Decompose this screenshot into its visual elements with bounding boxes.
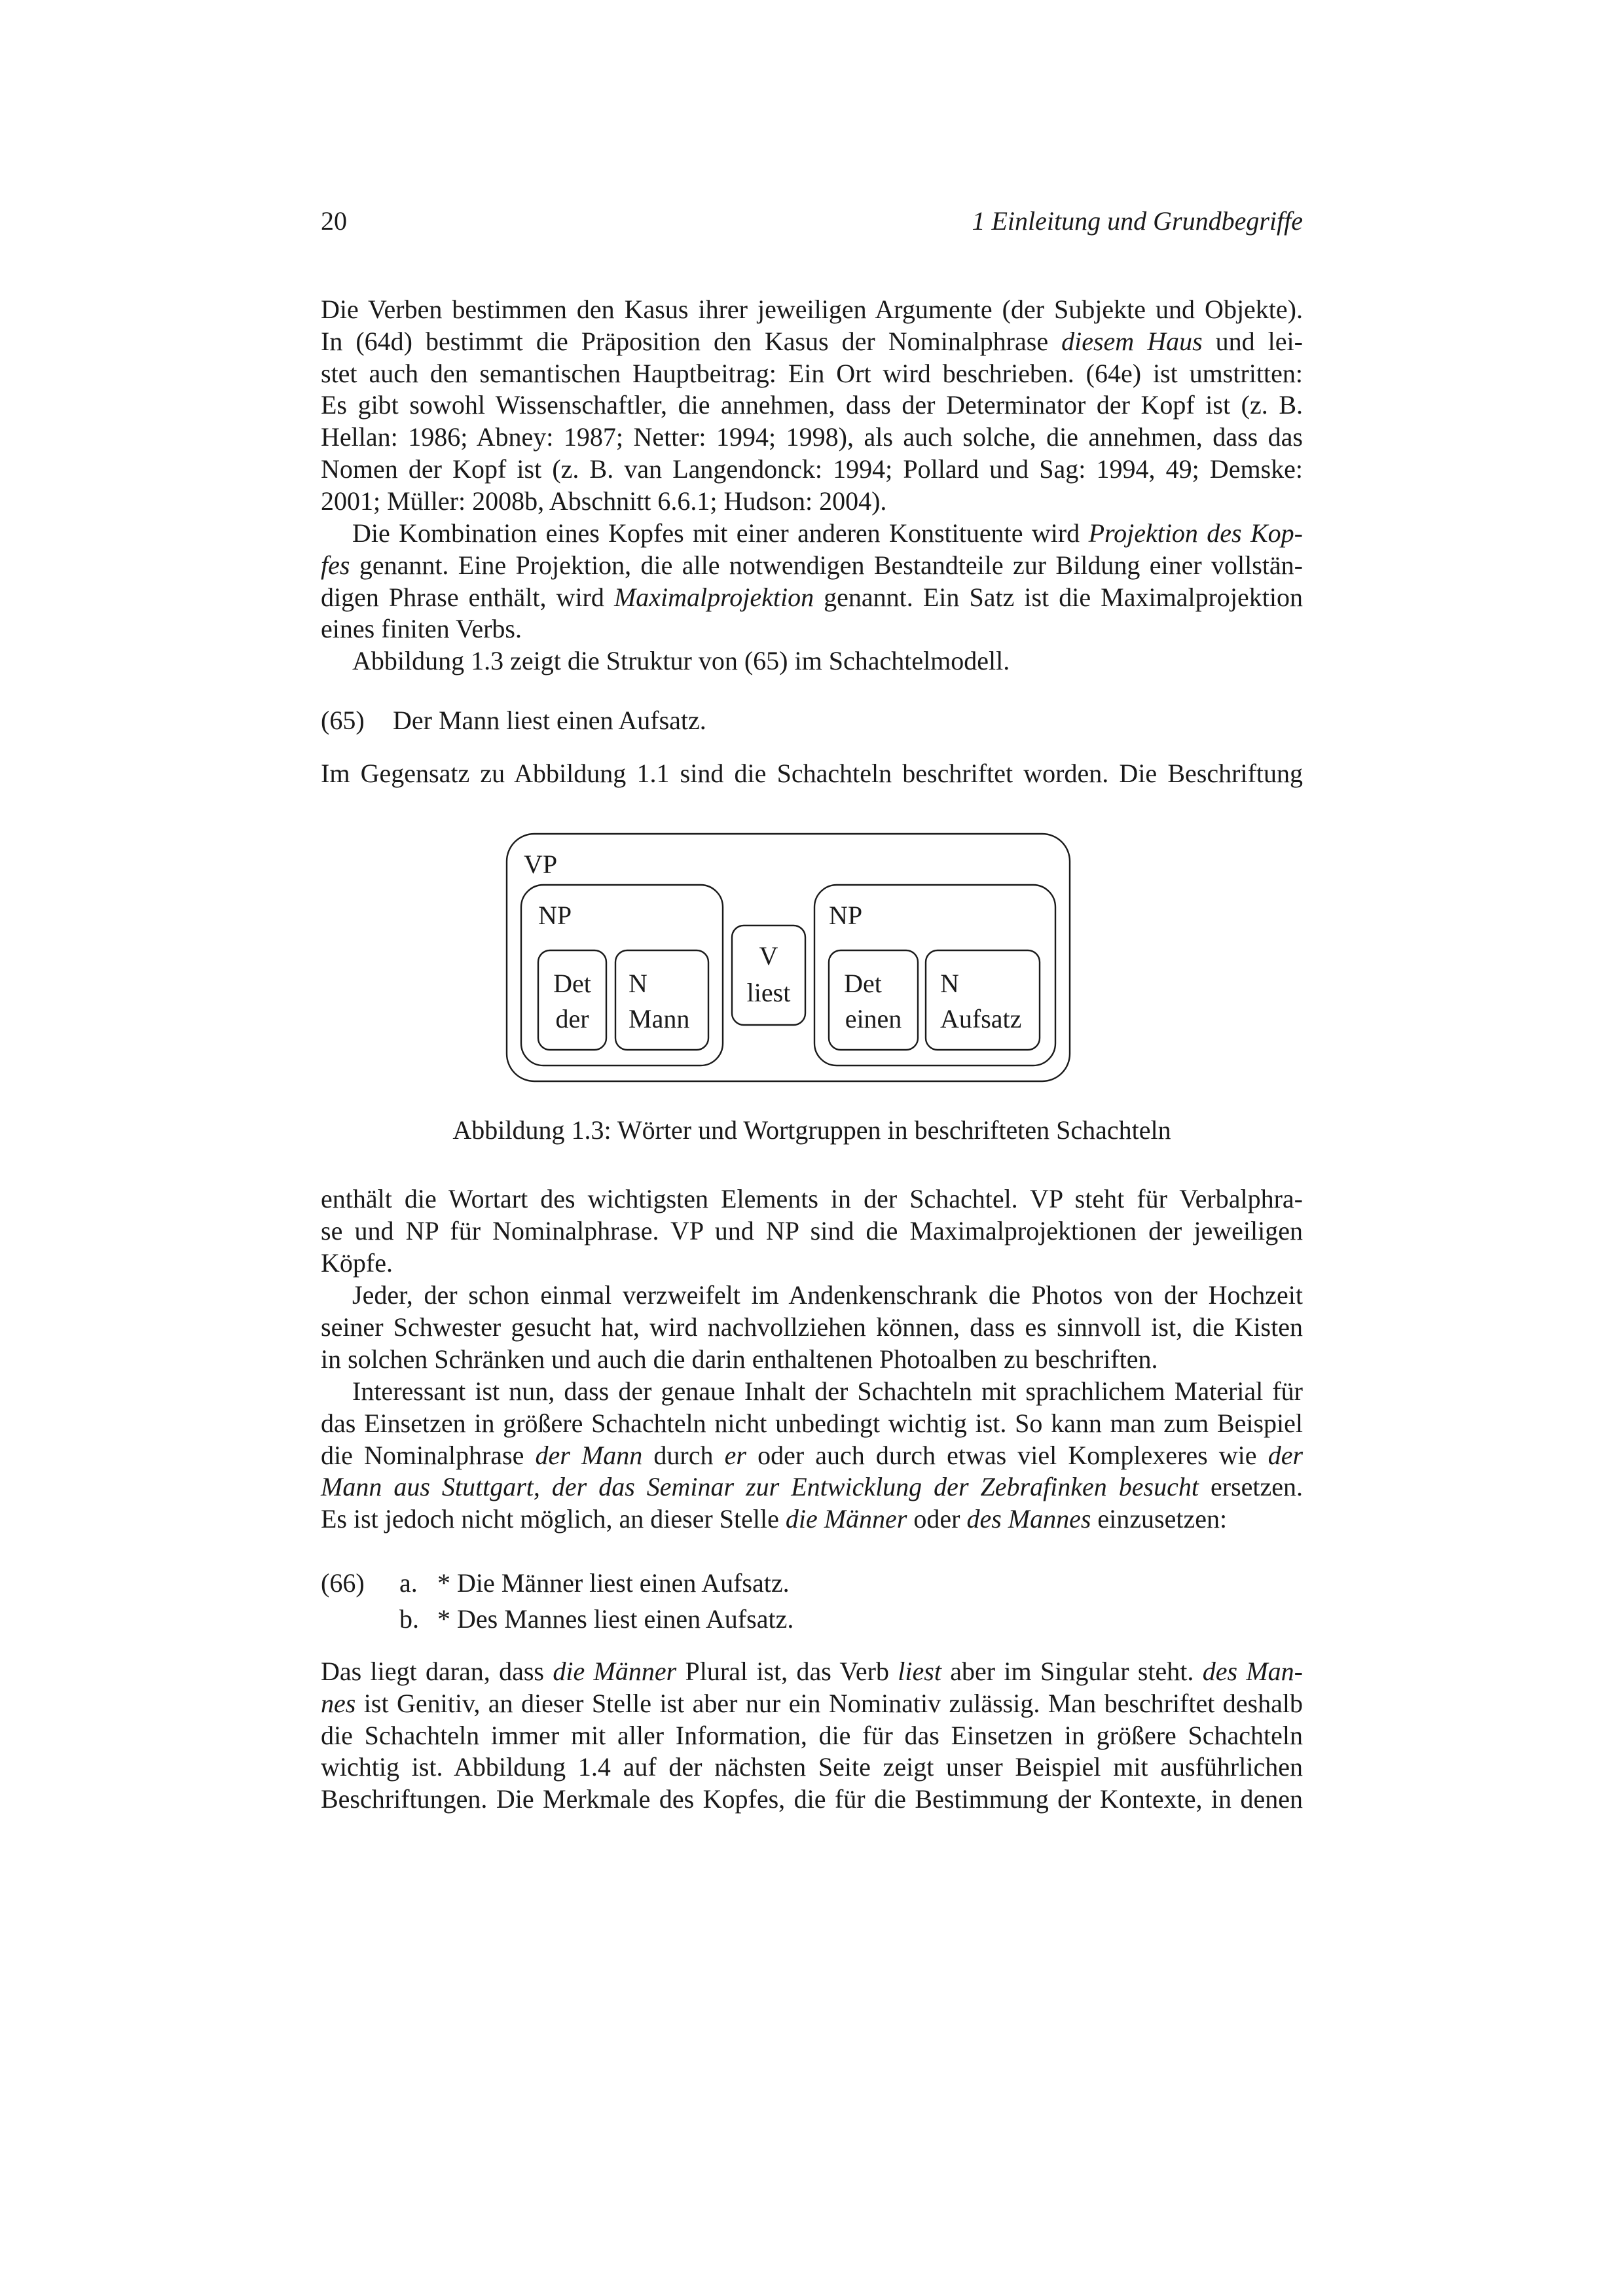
n-box-2 (926, 950, 1040, 1050)
text-line: nes ist Genitiv, an dieser Stelle ist aber nur ein Nominativ zulässig. Man beschriftet deshalb (321, 1688, 1303, 1718)
text-line: Hellan: 1986; Abney: 1987; Netter: 1994; 1998), als auch solche, die annehmen, dass das (321, 422, 1303, 452)
text-line: se und NP für Nominalphrase. VP und NP sind die Maximalprojektionen der jeweiligen (321, 1215, 1303, 1246)
text-line: Abbildung 1.3 zeigt die Struktur von (65) im Schachtelmodell. (352, 646, 1010, 675)
text-line: Es gibt sowohl Wissenschaftler, die annehmen, dass der Determinator der Kopf ist (z. B. (321, 390, 1303, 420)
text-line: wichtig ist. Abbildung 1.4 auf der nächsten Seite zeigt unser Beispiel mit ausführlichen (321, 1752, 1303, 1782)
text-line: stet auch den semantischen Hauptbeitrag: Ein Ort wird beschrieben. (64e) ist umstritten: (321, 358, 1303, 388)
n-word-2: Aufsatz (940, 1004, 1022, 1033)
text-line: Jeder, der schon einmal verzweifelt im Andenkenschrank die Photos von der Hochzeit (352, 1280, 1303, 1310)
example-number: (66) (321, 1568, 365, 1598)
text-line: in solchen Schränken und auch die darin enthaltenen Photoalben zu beschriften. (321, 1344, 1158, 1374)
page-number: 20 (321, 206, 347, 236)
emphasis: er (724, 1440, 746, 1470)
paragraph-2 (321, 518, 1303, 645)
emphasis: der (1267, 1440, 1304, 1470)
text-line: Die Kombination eines Kopfes mit einer anderen Konstituente wird Projektion des Kop- (352, 518, 1303, 548)
np-box-2 (814, 885, 1055, 1066)
emphasis: des Man- (1202, 1657, 1304, 1686)
v-word: liest (746, 978, 791, 1007)
text-line: Es ist jedoch nicht möglich, an dieser Stelle die Männer oder des Mannes einzusetzen: (321, 1504, 1228, 1534)
example-number: (65) (321, 706, 365, 735)
n-word-1: Mann (629, 1004, 690, 1033)
paragraph-1 (321, 294, 1303, 518)
det-box-2 (829, 950, 918, 1050)
n-box-1 (615, 950, 708, 1050)
example-sub-label: a. (399, 1568, 418, 1598)
example-sub-text: * Des Mannes liest einen Aufsatz. (437, 1604, 794, 1634)
det-box-1 (538, 950, 606, 1050)
text-line: Interessant ist nun, dass der genaue Inhalt der Schachteln mit sprachlichem Material für (352, 1376, 1303, 1406)
emphasis: die Männer (785, 1504, 907, 1534)
example-sub-label: b. (399, 1604, 419, 1634)
text-line: die Nominalphrase der Mann durch er oder auch durch etwas viel Komplexeres wie der (321, 1440, 1304, 1470)
paragraph-8 (321, 1656, 1303, 1816)
text-line: Nomen der Kopf ist (z. B. van Langendonck: 1994; Pollard und Sag: 1994, 49; Demske: (321, 454, 1303, 484)
text-line: Beschriftungen. Die Merkmale des Kopfes, die für die Bestimmung der Kontexte, in denen (321, 1784, 1303, 1814)
paragraph-5 (321, 1183, 1303, 1279)
np-label-2: NP (829, 901, 863, 930)
text-line: die Schachteln immer mit aller Information, die für das Einsetzen in größere Schachteln (321, 1720, 1303, 1750)
figure-caption: Abbildung 1.3: Wörter und Wortgruppen in beschrifteten Schachteln (452, 1115, 1171, 1145)
emphasis: diesem Haus (1061, 326, 1203, 356)
example-sub-text: * Die Männer liest einen Aufsatz. (437, 1568, 790, 1598)
emphasis: des Mannes (966, 1504, 1091, 1534)
paragraph-7 (321, 1376, 1303, 1535)
text-line: eines finiten Verbs. (321, 614, 522, 644)
text-line: Im Gegensatz zu Abbildung 1.1 sind die Schachteln beschriftet worden. Die Beschriftung (321, 759, 1303, 788)
v-category: V (759, 941, 778, 971)
emphasis: fes (321, 550, 350, 580)
text-line: enthält die Wortart des wichtigsten Elements in der Schachtel. VP steht für Verbalphra- (321, 1184, 1303, 1213)
det-word-2: einen (845, 1004, 902, 1033)
emphasis: liest (898, 1657, 941, 1686)
emphasis: Projektion des Kop- (1088, 518, 1303, 548)
emphasis: nes (321, 1688, 356, 1718)
np-label-1: NP (538, 901, 572, 930)
text-line: Die Verben bestimmen den Kasus ihrer jeweiligen Argumente (der Subjekte und Objekte). (321, 295, 1303, 324)
paragraph-3 (321, 645, 1303, 677)
text-line: Mann aus Stuttgart, der das Seminar zur Entwicklung der Zebrafinken besucht ersetzen. (321, 1472, 1304, 1502)
paragraph-4 (321, 758, 1303, 790)
text-line: das Einsetzen in größere Schachteln nicht unbedingt wichtig ist. So kann man zum Beispiel (321, 1408, 1303, 1438)
emphasis: die Männer (553, 1657, 677, 1686)
text-line: Das liegt daran, dass die Männer Plural ist, das Verb liest aber im Singular steht. des Man- (321, 1657, 1304, 1686)
text-line: Köpfe. (321, 1247, 393, 1278)
example-text: Der Mann liest einen Aufsatz. (393, 706, 706, 735)
det-category-2: Det (844, 969, 882, 998)
emphasis: Mann aus Stuttgart, der das Seminar zur Entwicklung der Zebrafinken besucht (321, 1472, 1199, 1502)
text-line: digen Phrase enthält, wird Maximalprojektion genannt. Ein Satz ist die Maximalprojektion (321, 582, 1303, 612)
emphasis: Maximalprojektion (613, 582, 814, 612)
np-box-1 (521, 885, 723, 1066)
vp-label: VP (524, 850, 558, 879)
running-head: 1 Einleitung und Grundbegriffe (972, 206, 1303, 236)
text-line: fes genannt. Eine Projektion, die alle notwendigen Bestandteile zur Bildung einer vollstän- (321, 550, 1303, 580)
det-category-1: Det (553, 969, 591, 998)
n-category-2: N (940, 969, 959, 998)
n-category-1: N (629, 969, 647, 998)
v-box (732, 925, 805, 1025)
text-line: seiner Schwester gesucht hat, wird nachvollziehen können, dass es sinnvoll ist, die Kisten (321, 1312, 1303, 1342)
text-line: In (64d) bestimmt die Präposition den Kasus der Nominalphrase diesem Haus und lei- (321, 326, 1303, 356)
page-header (321, 202, 1303, 241)
emphasis: der Mann (535, 1440, 643, 1470)
det-word-1: der (555, 1004, 589, 1033)
vp-box (507, 834, 1070, 1081)
text-line: 2001; Müller: 2008b, Abschnitt 6.6.1; Hudson: 2004). (321, 486, 887, 516)
paragraph-6 (321, 1280, 1303, 1375)
